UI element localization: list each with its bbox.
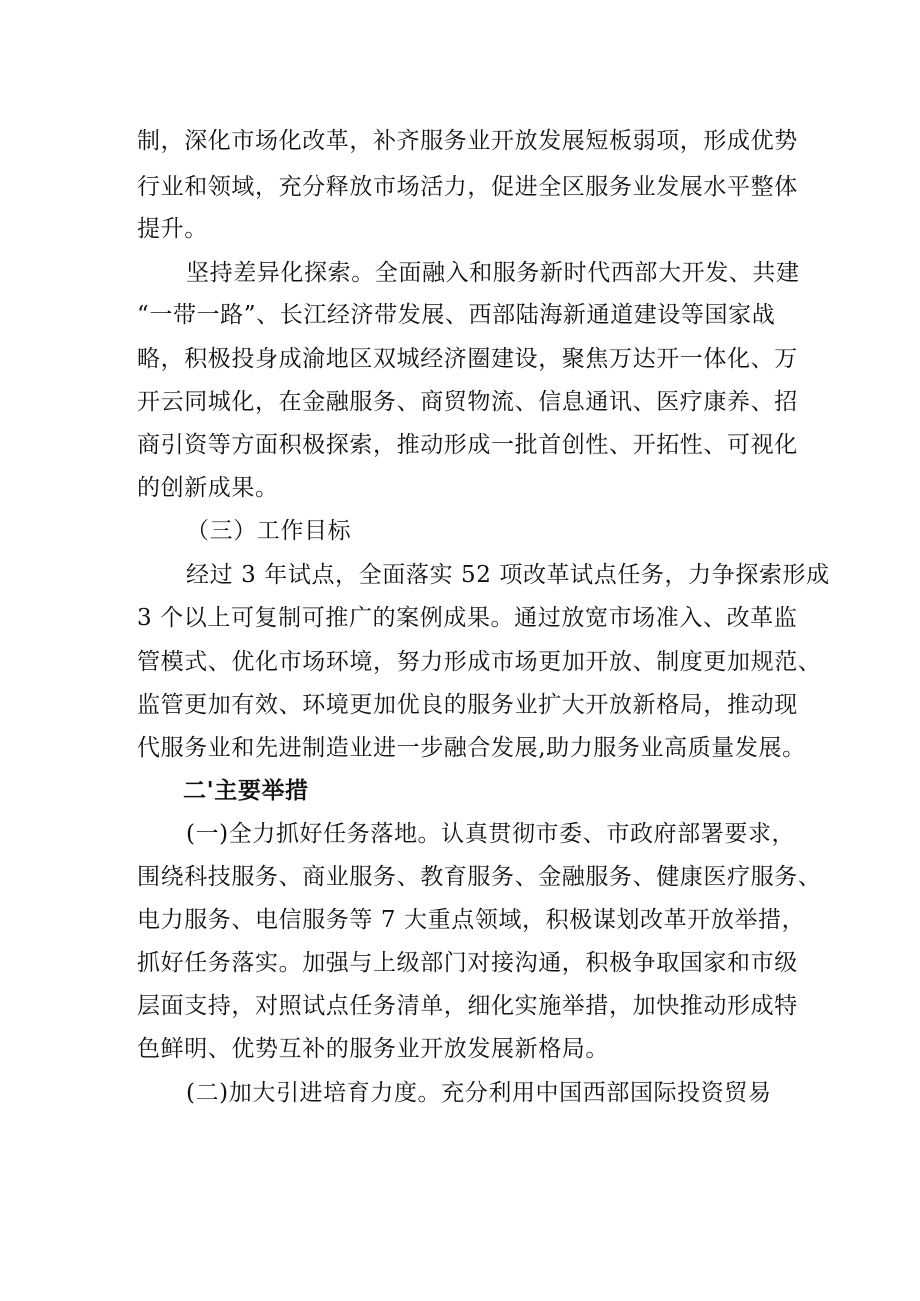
paragraph-line: 抓好任务落实。加强与上级部门对接沟通，积极争取国家和市级: [137, 950, 798, 976]
paragraph-line: 3 个以上可复制可推广的案例成果。通过放宽市场准入、改革监: [137, 605, 798, 631]
paragraph-line: 色鲜明、优势互补的服务业开放发展新格局。: [137, 1036, 609, 1062]
paragraph-line: 代服务业和先进制造业进一步融合发展,助力服务业高质量发展。: [137, 735, 806, 761]
section-subheading: （三）工作目标: [186, 518, 352, 544]
paragraph-line: 管模式、优化市场环境，努力形成市场更加开放、制度更加规范、: [137, 649, 822, 675]
paragraph-line: 监管更加有效、环境更加优良的服务业扩大开放新格局，推动现: [137, 692, 798, 718]
paragraph-line: 略，积极投身成渝地区双城经济圈建设，聚焦万达开一体化、万: [137, 346, 798, 372]
paragraph-line: 坚持差异化探索。全面融入和服务新时代西部大开发、共建: [186, 260, 800, 286]
paragraph-line: (二)加大引进培育力度。充分利用中国西部国际投资贸易: [186, 1080, 772, 1106]
paragraph-line: 行业和领域，充分释放市场活力，促进全区服务业发展水平整体: [137, 174, 798, 200]
paragraph-line: 电力服务、电信服务等 7 大重点领域，积极谋划改革开放举措，: [137, 907, 806, 933]
paragraph-line: 的创新成果。: [137, 475, 279, 501]
paragraph-line: 开云同城化，在金融服务、商贸物流、信息通讯、医疗康养、招: [137, 389, 798, 415]
paragraph-line: 提升。: [137, 216, 208, 242]
section-heading: 二'主要举措: [183, 778, 309, 804]
paragraph-line: 制，深化市场化改革，补齐服务业开放发展短板弱项，形成优势: [137, 128, 798, 154]
paragraph-line: 层面支持，对照试点任务清单，细化实施举措，加快推动形成特: [137, 993, 798, 1019]
paragraph-line: 经过 3 年试点，全面落实 52 项改革试点任务，力争探索形成: [186, 562, 830, 588]
paragraph-line: 围绕科技服务、商业服务、教育服务、金融服务、健康医疗服务、: [137, 864, 822, 890]
paragraph-line: “一带一路”、长江经济带发展、西部陆海新通道建设等国家战: [137, 302, 776, 328]
paragraph-line: 商引资等方面积极探索，推动形成一批首创性、开拓性、可视化: [137, 432, 798, 458]
paragraph-line: (一)全力抓好任务落地。认真贯彻市委、市政府部署要求，: [186, 821, 796, 847]
